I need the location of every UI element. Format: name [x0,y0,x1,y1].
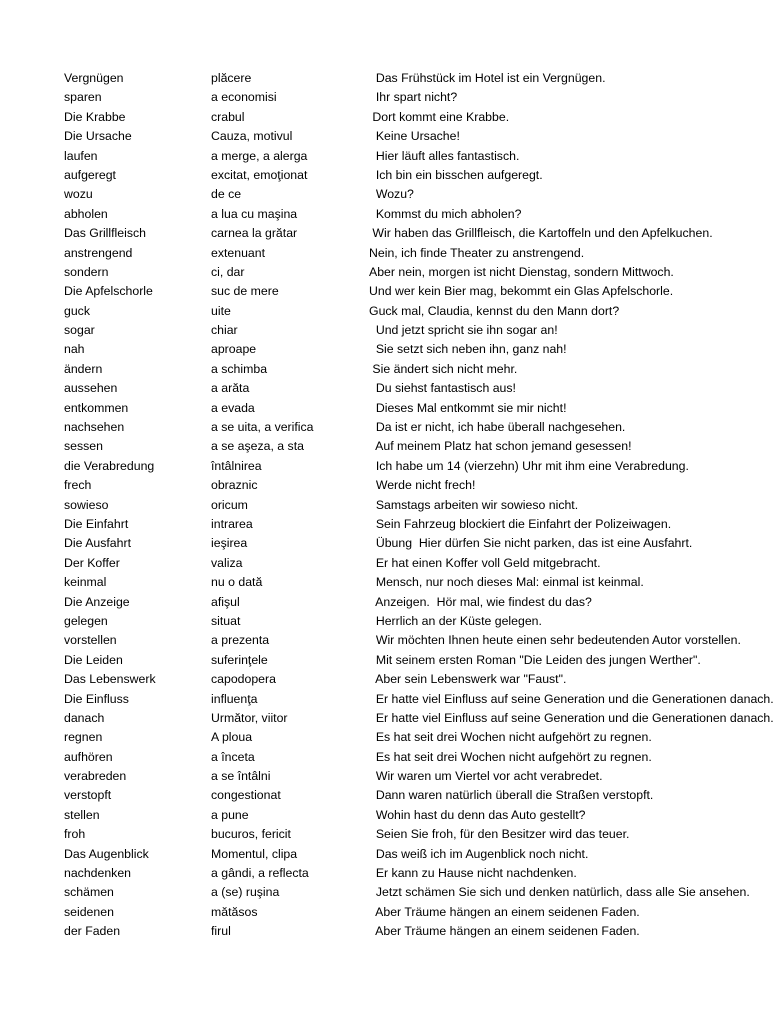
vocabulary-row [0,244,768,263]
romanian-translation: a schimba [211,361,268,376]
example-sentence: Du siehst fantastisch aus! [369,381,516,396]
vocabulary-row [0,573,768,592]
example-sentence: Guck mal, Claudia, kennst du den Mann dort? [369,303,620,318]
german-word: Die Apfelschorle [64,284,153,299]
example-sentence: Werde nicht frech! [369,478,476,493]
vocabulary-row [0,748,768,767]
vocabulary-row [0,883,768,902]
example-sentence: Auf meinem Platz hat schon jemand gesessen! [369,439,632,454]
vocabulary-row [0,69,768,88]
example-sentence: Dieses Mal entkommt sie mir nicht! [369,400,567,415]
vocabulary-row [0,263,768,282]
romanian-translation: situat [211,613,241,628]
example-sentence: Sie setzt sich neben ihn, ganz nah! [369,342,567,357]
german-word: aufgeregt [64,167,116,182]
romanian-translation: suferinţele [211,652,268,667]
romanian-translation: a se aşeza, a sta [211,439,304,454]
example-sentence: Hier läuft alles fantastisch. [369,148,520,163]
example-sentence: Aber nein, morgen ist nicht Dienstag, sondern Mittwoch. [369,264,674,279]
example-sentence: Wozu? [369,187,414,202]
example-sentence: Ich habe um 14 (vierzehn) Uhr mit ihm eine Verabredung. [369,458,689,473]
example-sentence: Das Frühstück im Hotel ist ein Vergnügen. [369,71,606,85]
german-word: abholen [64,206,108,221]
example-sentence: Und wer kein Bier mag, bekommt ein Glas Apfelschorle. [369,284,674,299]
german-word: wozu [64,187,93,202]
vocabulary-row [0,282,768,301]
german-word: seidenen [64,904,114,919]
vocabulary-row [0,786,768,805]
romanian-translation: A ploua [211,730,253,745]
vocabulary-row [0,108,768,127]
romanian-translation: uite [211,303,231,318]
german-word: stellen [64,807,100,822]
romanian-translation: Cauza, motivul [211,129,293,144]
romanian-translation: ieşirea [211,536,248,551]
example-sentence: Er hatte viel Einfluss auf seine Generation und die Generationen danach. [369,691,774,706]
german-word: sondern [64,264,109,279]
german-word: Die Anzeige [64,594,130,609]
example-sentence: Er hat einen Koffer voll Geld mitgebracht. [369,555,601,570]
german-word: regnen [64,730,103,745]
german-word: die Verabredung [64,458,155,473]
german-word: nachdenken [64,866,132,881]
example-sentence: Übung Hier dürfen Sie nicht parken, das ist eine Ausfahrt. [369,536,693,551]
vocabulary-row [0,166,768,185]
vocabulary-row [0,806,768,825]
german-word: Die Krabbe [64,109,126,124]
vocabulary-row [0,515,768,534]
romanian-translation: capodopera [211,672,276,687]
german-word: Die Einfluss [64,691,129,706]
vocabulary-row [0,496,768,515]
german-word: Vergnügen [64,71,124,85]
romanian-translation: obraznic [211,478,258,493]
romanian-translation: a gândi, a reflecta [211,866,309,881]
example-sentence: Herrlich an der Küste gelegen. [369,613,542,628]
vocabulary-row [0,476,768,495]
romanian-translation: întâlnirea [211,458,262,473]
example-sentence: Nein, ich finde Theater zu anstrengend. [369,245,585,260]
romanian-translation: Următor, viitor [211,710,288,725]
vocabulary-row [0,864,768,883]
german-word: Der Koffer [64,555,120,570]
example-sentence: Dann waren natürlich überall die Straßen verstopft. [369,788,654,803]
german-word: nachsehen [64,420,125,435]
vocabulary-row [0,612,768,631]
romanian-translation: mătăsos [211,904,258,919]
german-word: frech [64,478,92,493]
example-sentence: Sein Fahrzeug blockiert die Einfahrt der Polizeiwagen. [369,516,672,531]
german-word: sowieso [64,497,109,512]
vocabulary-row [0,534,768,553]
example-sentence: Mensch, nur noch dieses Mal: einmal ist keinmal. [369,575,644,590]
example-sentence: Wir möchten Ihnen heute einen sehr bedeutenden Autor vorstellen. [369,633,741,648]
german-word: sogar [64,323,95,338]
vocabulary-row [0,767,768,786]
example-sentence: Sie ändert sich nicht mehr. [369,361,518,376]
romanian-translation: a pune [211,807,249,822]
romanian-translation: ci, dar [211,264,245,279]
example-sentence: Aber Träume hängen an einem seidenen Faden. [369,924,640,939]
vocabulary-row [0,825,768,844]
vocabulary-row [0,360,768,379]
german-word: verabreden [64,769,127,784]
romanian-translation: bucuros, fericit [211,827,291,842]
german-word: Die Ausfahrt [64,536,131,551]
german-word: danach [64,710,105,725]
vocabulary-row [0,670,768,689]
german-word: sessen [64,439,103,454]
romanian-translation: nu o dată [211,575,263,590]
german-word: guck [64,303,90,318]
vocabulary-row [0,922,768,941]
example-sentence: Aber Träume hängen an einem seidenen Faden. [369,904,640,919]
vocabulary-row [0,709,774,728]
german-word: anstrengend [64,245,133,260]
vocabulary-row [0,185,768,204]
example-sentence: Wir haben das Grillfleisch, die Kartoffeln und den Apfelkuchen. [369,226,713,241]
romanian-translation: suc de mere [211,284,279,299]
german-word: der Faden [64,924,121,939]
romanian-translation: a evada [211,400,255,415]
vocabulary-row [0,379,768,398]
romanian-translation: a se uita, a verifica [211,420,314,435]
romanian-translation: influenţa [211,691,258,706]
example-sentence: Wir waren um Viertel vor acht verabredet. [369,769,603,784]
vocabulary-row [0,399,768,418]
example-sentence: Er kann zu Hause nicht nachdenken. [369,866,577,881]
romanian-translation: plăcere [211,71,252,85]
vocabulary-row [0,437,768,456]
vocabulary-row [0,147,768,166]
romanian-translation: a înceta [211,749,255,764]
vocabulary-row [0,302,768,321]
example-sentence: Aber sein Lebenswerk war "Faust". [369,672,567,687]
vocabulary-row [0,418,768,437]
vocabulary-row [0,457,768,476]
example-sentence: Jetzt schämen Sie sich und denken natürlich, dass alle Sie ansehen. [369,885,750,900]
german-word: keinmal [64,575,107,590]
german-word: froh [64,827,86,842]
romanian-translation: a lua cu maşina [211,206,298,221]
vocabulary-row [0,205,768,224]
romanian-translation: chiar [211,323,238,338]
german-word: sparen [64,90,102,105]
vocabulary-row [0,554,768,573]
german-word: Das Augenblick [64,846,149,861]
german-word: gelegen [64,613,108,628]
vocabulary-row [0,88,768,107]
example-sentence: Dort kommt eine Krabbe. [369,109,510,124]
romanian-translation: a prezenta [211,633,270,648]
romanian-translation: a se întâlni [211,769,271,784]
romanian-translation: de ce [211,187,242,202]
vocabulary-row [0,631,768,650]
example-sentence: Kommst du mich abholen? [369,206,522,221]
example-sentence: Keine Ursache! [369,129,460,144]
german-word: verstopft [64,788,112,803]
romanian-translation: afişul [211,594,240,609]
romanian-translation: valiza [211,555,243,570]
example-sentence: Das weiß ich im Augenblick noch nicht. [369,846,589,861]
german-word: aussehen [64,381,118,396]
vocabulary-row [0,651,768,670]
romanian-translation: carnea la grătar [211,226,298,241]
vocabulary-row [0,728,768,747]
romanian-translation: a merge, a alerga [211,148,308,163]
example-sentence: Da ist er nicht, ich habe überall nachgesehen. [369,420,626,435]
german-word: Die Ursache [64,129,132,144]
romanian-translation: Momentul, clipa [211,846,298,861]
vocabulary-row [0,690,774,709]
example-sentence: Mit seinem ersten Roman "Die Leiden des jungen Werther". [369,652,701,667]
vocabulary-row [0,224,768,243]
romanian-translation: crabul [211,109,245,124]
example-sentence: Wohin hast du denn das Auto gestellt? [369,807,586,822]
german-word: Das Grillfleisch [64,226,146,241]
vocabulary-row [0,127,768,146]
vocabulary-row [0,321,768,340]
example-sentence: Er hatte viel Einfluss auf seine Generation und die Generationen danach. [369,710,774,725]
german-word: entkommen [64,400,129,415]
romanian-translation: a economisi [211,90,277,105]
example-sentence: Es hat seit drei Wochen nicht aufgehört zu regnen. [369,730,652,745]
vocabulary-row [0,903,768,922]
german-word: Die Einfahrt [64,516,129,531]
romanian-translation: excitat, emoţionat [211,167,308,182]
romanian-translation: congestionat [211,788,281,803]
example-sentence: Samstags arbeiten wir sowieso nicht. [369,497,579,512]
romanian-translation: a (se) ruşina [211,885,280,900]
german-word: ändern [64,361,103,376]
german-word: vorstellen [64,633,117,648]
example-sentence: Es hat seit drei Wochen nicht aufgehört zu regnen. [369,749,652,764]
romanian-translation: extenuant [211,245,266,260]
german-word: aufhören [64,749,113,764]
vocabulary-row [0,845,768,864]
german-word: Die Leiden [64,652,123,667]
vocabulary-row [0,340,768,359]
german-word: schämen [64,885,114,900]
romanian-translation: oricum [211,497,248,512]
romanian-translation: aproape [211,342,257,357]
example-sentence: Anzeigen. Hör mal, wie findest du das? [369,594,592,609]
romanian-translation: a arăta [211,381,250,396]
vocabulary-row [0,593,768,612]
example-sentence: Ihr spart nicht? [369,90,458,105]
example-sentence: Und jetzt spricht sie ihn sogar an! [369,323,558,338]
example-sentence: Ich bin ein bisschen aufgeregt. [369,167,543,182]
vocabulary-sheet [0,69,774,942]
german-word: laufen [64,148,98,163]
german-word: Das Lebenswerk [64,672,156,687]
example-sentence: Seien Sie froh, für den Besitzer wird das teuer. [369,827,630,842]
romanian-translation: firul [211,924,231,939]
german-word: nah [64,342,85,357]
romanian-translation: intrarea [211,516,253,531]
